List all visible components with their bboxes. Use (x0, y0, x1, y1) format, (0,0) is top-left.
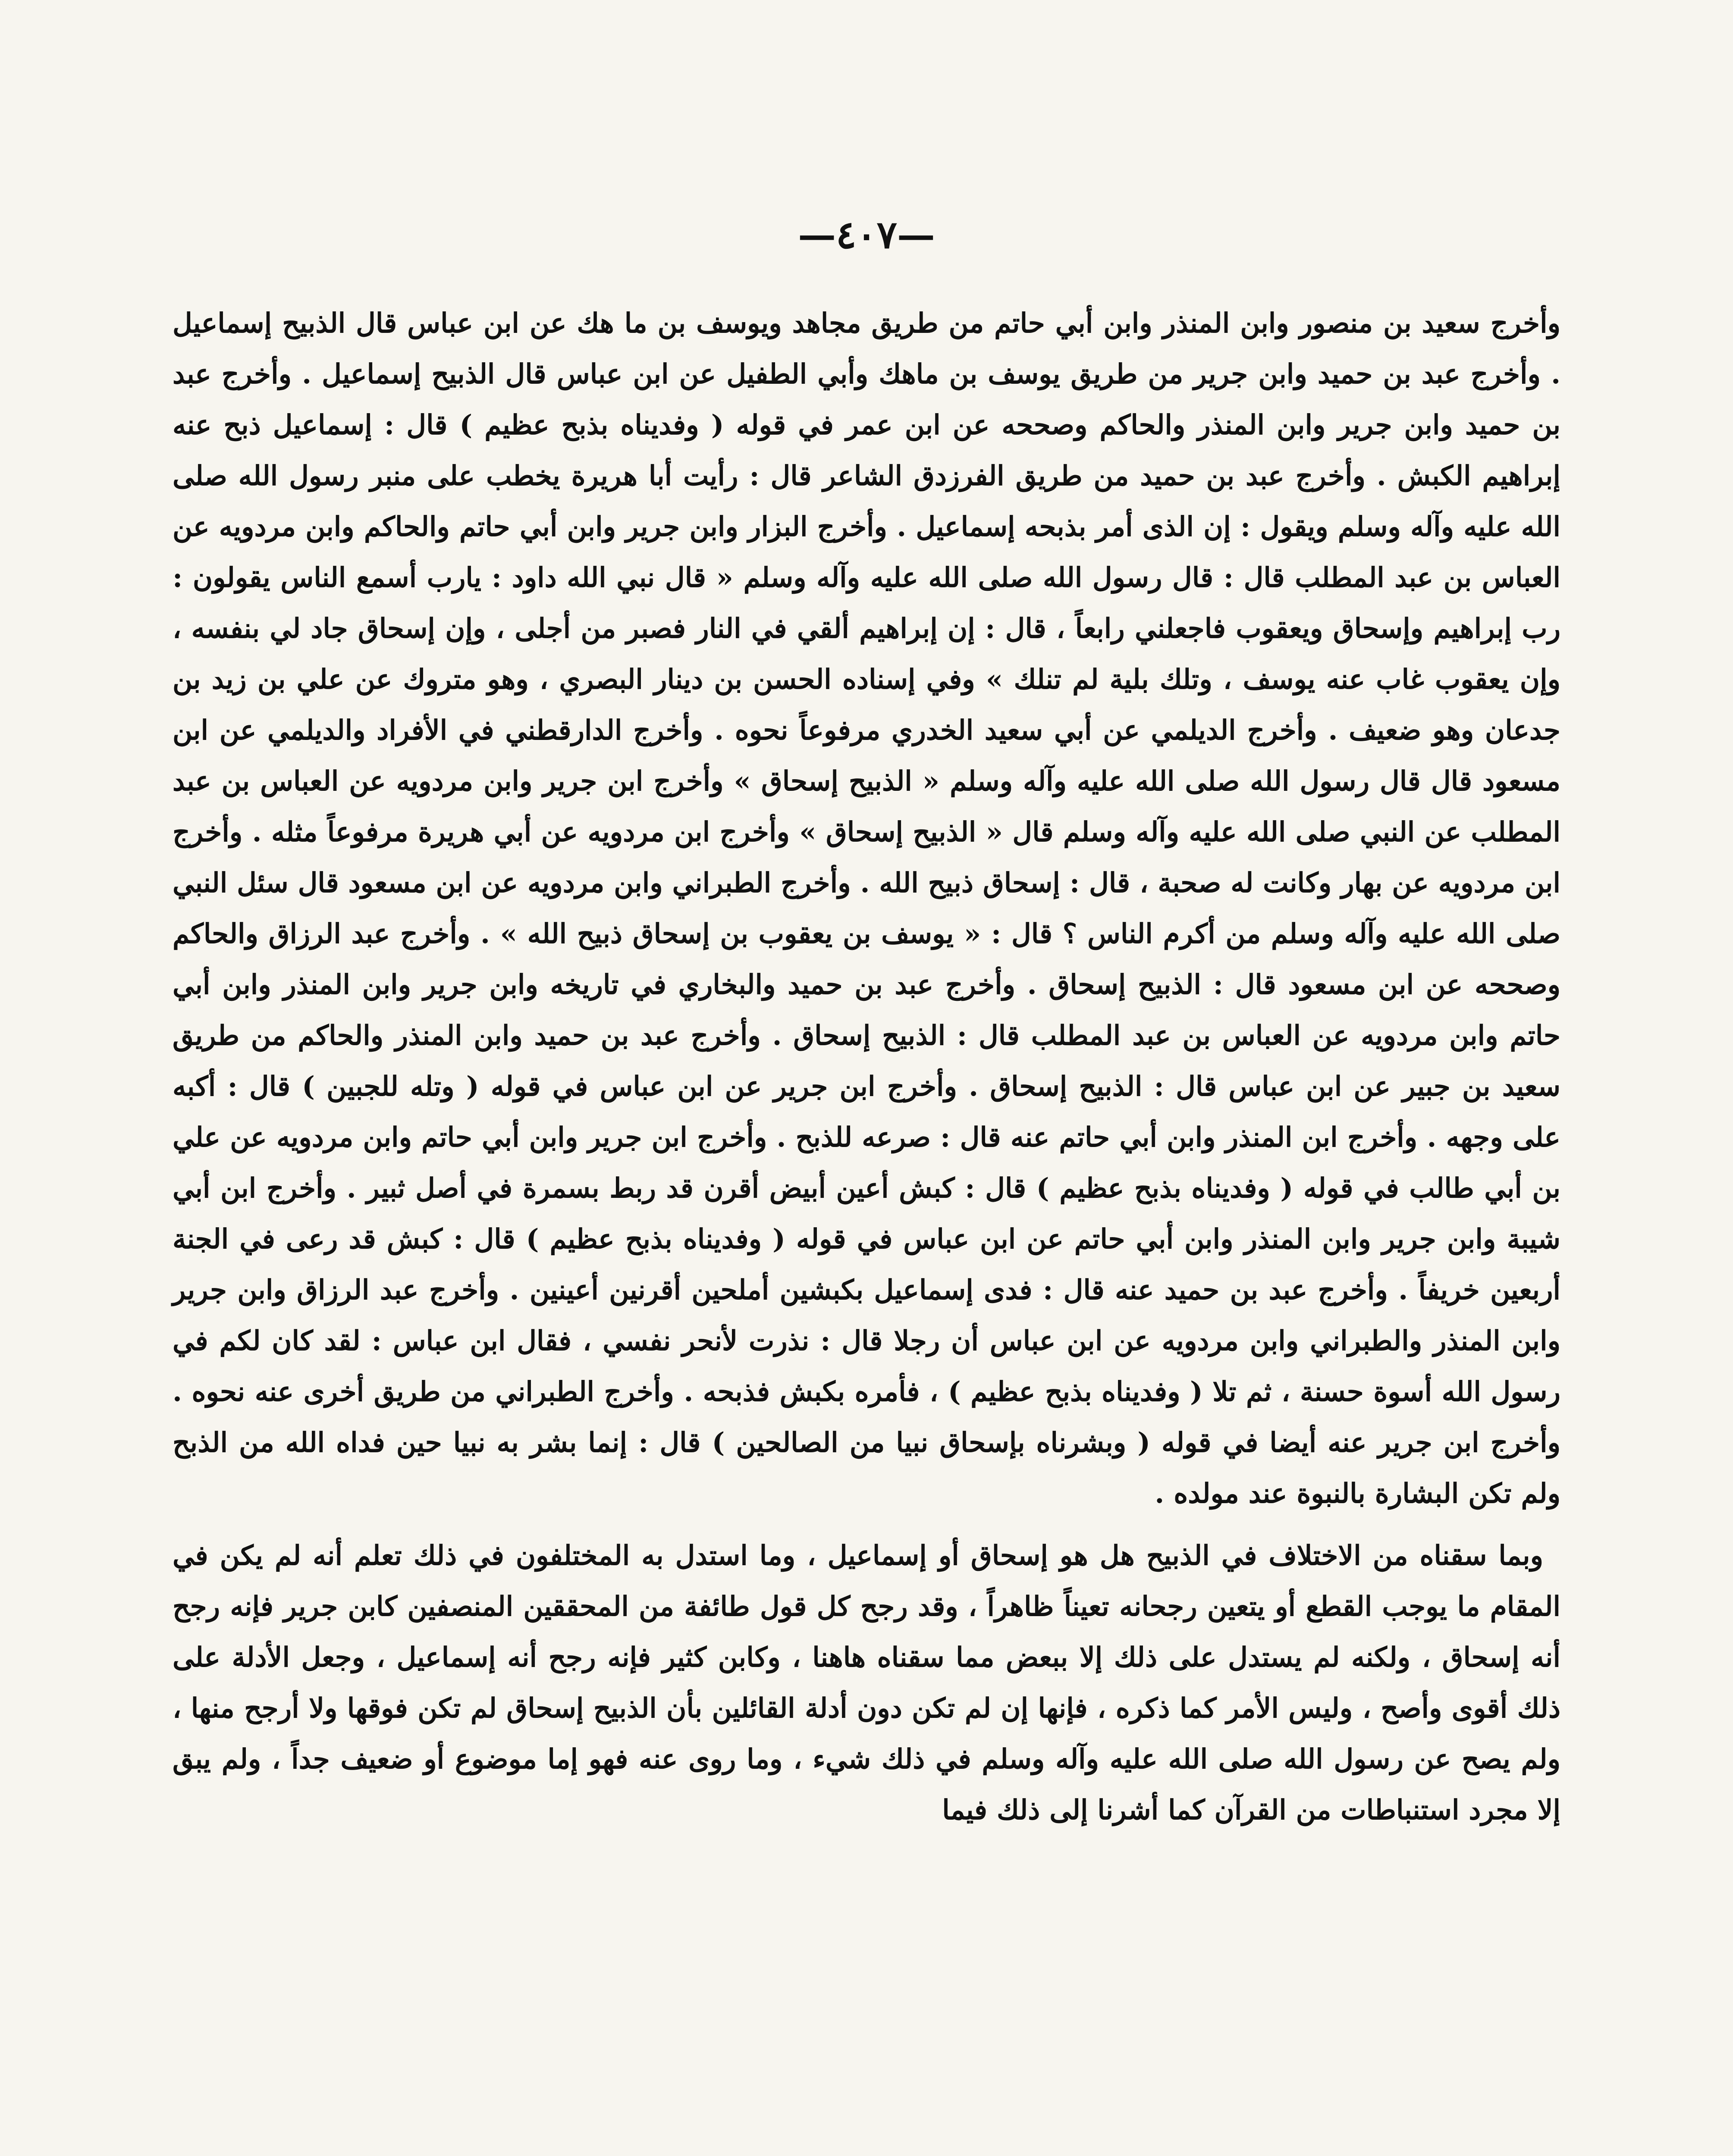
body-paragraph-2: وبما سقناه من الاختلاف في الذبيح هل هو إسحاق أو إسماعيل ، وما استدل به المختلفون في ذلك تعلم أنه لم يكن في المقام ما يوجب القطع أو يتعين رجحانه تعيناً ظاهراً ، وقد رجح كل قول طائفة من المحققين المنصفين كابن جرير فإنه رجح أنه إسحاق ، ولكنه لم يستدل على ذلك إلا ببعض مما سقناه هاهنا ، وكابن كثير فإنه رجح أنه إسماعيل ، وجعل الأدلة على ذلك أقوى وأصح ، وليس الأمر كما ذكره ، فإنها إن لم تكن دون أدلة القائلين بأن الذبيح إسحاق لم تكن فوقها ولا أرجح منها ، ولم يصح عن رسول الله صلى الله عليه وآله وسلم في ذلك شيء ، وما روى عنه فهو إما موضوع أو ضعيف جداً ، ولم يبق إلا مجرد استنباطات من القرآن كما أشرنا إلى ذلك فيما (173, 1539, 1561, 1826)
page-number: —٤٠٧— (798, 212, 935, 257)
body-paragraph-1: وأخرج سعيد بن منصور وابن المنذر وابن أبي حاتم من طريق مجاهد ويوسف بن ما هك عن ابن عباس قال الذبيح إسماعيل . وأخرج عبد بن حميد وابن جرير من طريق يوسف بن ماهك وأبي الطفيل عن ابن عباس قال الذبيح إسماعيل . وأخرج عبد بن حميد وابن جرير وابن المنذر والحاكم وصححه عن ابن عمر في قوله ( وفديناه بذبح عظيم ) قال : إسماعيل ذبح عنه إبراهيم الكبش . وأخرج عبد بن حميد من طريق الفرزدق الشاعر قال : رأيت أبا هريرة يخطب على منبر رسول الله صلى الله عليه وآله وسلم ويقول : إن الذى أمر بذبحه إسماعيل . وأخرج البزار وابن جرير وابن أبي حاتم والحاكم وابن مردويه عن العباس بن عبد المطلب قال : قال رسول الله صلى الله عليه وآله وسلم « قال نبي الله داود : يارب أسمع الناس يقولون : رب إبراهيم وإسحاق ويعقوب فاجعلني رابعاً ، قال : إن إبراهيم ألقي في النار فصبر من أجلى ، وإن إسحاق جاد لي بنفسه ، وإن يعقوب غاب عنه يوسف ، وتلك بلية لم تنلك » وفي إسناده الحسن بن دينار البصري ، وهو متروك عن علي بن زيد بن جدعان وهو ضعيف . وأخرج الديلمي عن أبي سعيد الخدري مرفوعاً نحوه . وأخرج الدارقطني في الأفراد والديلمي عن ابن مسعود قال قال رسول الله صلى الله عليه وآله وسلم « الذبيح إسحاق » وأخرج ابن جرير وابن مردويه عن العباس بن عبد المطلب عن النبي صلى الله عليه وآله وسلم قال « الذبيح إسحاق » وأخرج ابن مردويه عن أبي هريرة مرفوعاً مثله . وأخرج ابن مردويه عن بهار وكانت له صحبة ، قال : إسحاق ذبيح الله . وأخرج الطبراني وابن مردويه عن ابن مسعود قال سئل النبي صلى الله عليه وآله وسلم من أكرم الناس ؟ قال : « يوسف بن يعقوب بن إسحاق ذبيح الله » . وأخرج عبد الرزاق والحاكم وصححه عن ابن مسعود قال : الذبيح إسحاق . وأخرج عبد بن حميد والبخاري في تاريخه وابن جرير وابن المنذر وابن أبي حاتم وابن مردويه عن العباس بن عبد المطلب قال : الذبيح إسحاق . وأخرج عبد بن حميد وابن المنذر والحاكم من طريق سعيد بن جبير عن ابن عباس قال : الذبيح إسحاق . وأخرج ابن جرير عن ابن عباس في قوله ( وتله للجبين ) قال : أكبه على وجهه . وأخرج ابن المنذر وابن أبي حاتم عنه قال : صرعه للذبح . وأخرج ابن جرير وابن أبي حاتم وابن مردويه عن علي بن أبي طالب في قوله ( وفديناه بذبح عظيم ) قال : كبش أعين أبيض أقرن قد ربط بسمرة في أصل ثبير . وأخرج ابن أبي شيبة وابن جرير وابن المنذر وابن أبي حاتم عن ابن عباس في قوله ( وفديناه بذبح عظيم ) قال : كبش قد رعى في الجنة أربعين خريفاً . وأخرج عبد بن حميد عنه قال : فدى إسماعيل بكبشين أملحين أقرنين أعينين . وأخرج عبد الرزاق وابن جرير وابن المنذر والطبراني وابن مردويه عن ابن عباس أن رجلا قال : نذرت لأنحر نفسي ، فقال ابن عباس : لقد كان لكم في رسول الله أسوة حسنة ، ثم تلا ( وفديناه بذبح عظيم ) ، فأمره بكبش فذبحه . وأخرج الطبراني من طريق أخرى عنه نحوه . وأخرج ابن جرير عنه أيضا في قوله ( وبشرناه بإسحاق نبيا من الصالحين ) قال : إنما بشر به نبيا حين فداه الله من الذبح ولم تكن البشارة بالنبوة عند مولده . (173, 307, 1561, 1509)
document-body (173, 298, 1560, 1835)
